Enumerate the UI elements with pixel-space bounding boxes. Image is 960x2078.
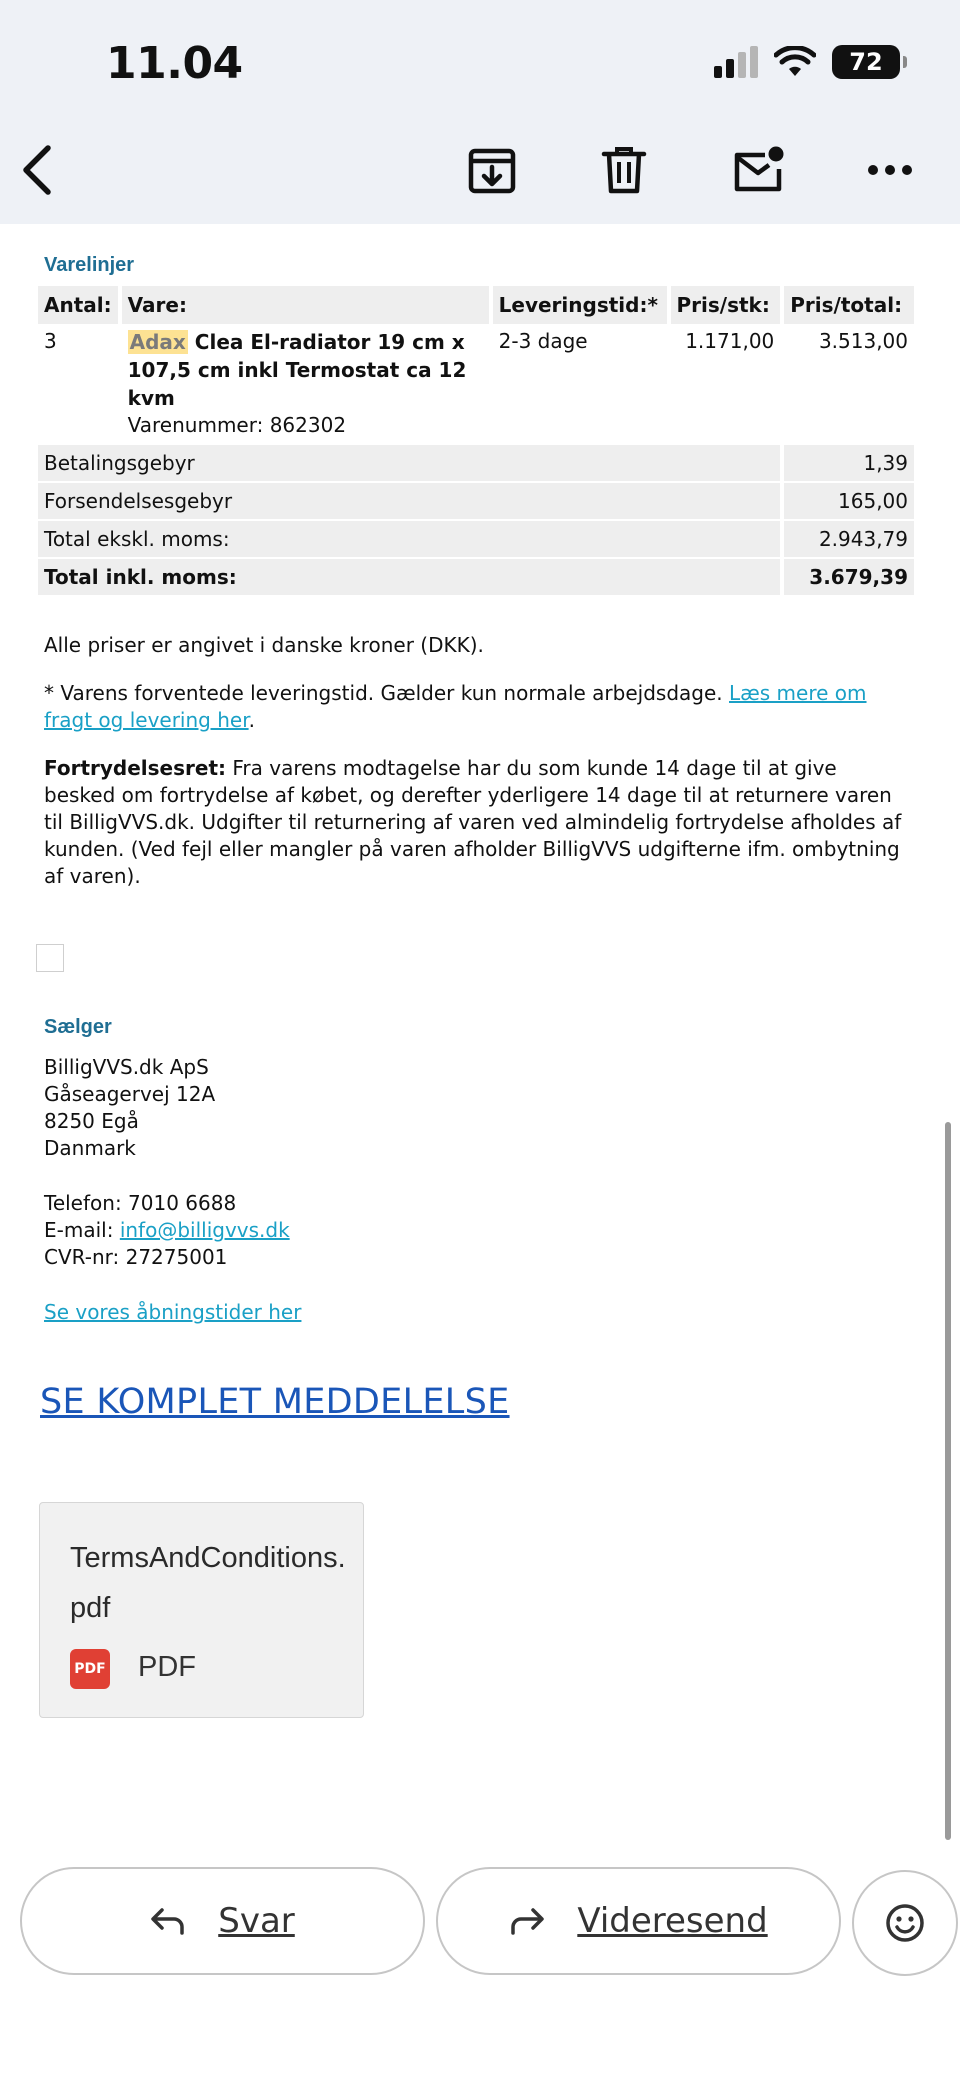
more-icon — [867, 164, 913, 176]
summary-row-total — [38, 557, 914, 595]
withdrawal-paragraph — [44, 755, 914, 890]
delivery-note-end: . — [248, 708, 255, 732]
summary-row — [38, 481, 914, 519]
archive-icon — [467, 145, 517, 195]
status-icons — [714, 44, 900, 80]
order-lines-title: Varelinjer — [44, 254, 135, 276]
table-header-row — [38, 286, 914, 324]
seller-phone: Telefon: 7010 6688 — [44, 1191, 237, 1215]
pdf-icon-label: PDF — [74, 1661, 106, 1677]
withdrawal-title: Fortrydelsesret: — [44, 756, 227, 780]
pdf-file-icon — [70, 1649, 110, 1689]
seller-address — [44, 1054, 914, 1162]
seller-country: Danmark — [44, 1136, 136, 1160]
summary-label: Forsendelsesgebyr — [38, 481, 780, 519]
summary-value: 2.943,79 — [784, 519, 914, 557]
seller-email-line — [44, 1217, 914, 1244]
see-full-message-link[interactable]: SE KOMPLET MEDDELELSE — [40, 1382, 510, 1422]
archive-button[interactable] — [460, 138, 524, 202]
reply-arrow-icon — [150, 1906, 186, 1936]
seller-company: BilligVVS.dk ApS — [44, 1055, 209, 1079]
withdrawal-text: Fra varens modtagelse har du som kunde 14 dage til at give besked om fortrydelse af købet, og derefter yderligere 14 dage til at returnere varen til BilligVVS.dk. Udgifter til returnering af varen ved almindelig fortrydelse afholdes af kunden. (Ved fejl eller mangler på varen afholder BilligVVS udgifterne ifm. ombytning af varen). — [44, 756, 902, 888]
delete-button[interactable] — [592, 138, 656, 202]
summary-value: 3.679,39 — [784, 557, 914, 595]
back-arrow-icon — [18, 142, 58, 198]
header-qty: Antal: — [38, 286, 118, 324]
opening-hours-line — [44, 1299, 914, 1326]
trash-icon — [601, 145, 647, 195]
summary-row — [38, 443, 914, 481]
top-bar — [0, 0, 960, 224]
summary-label: Betalingsgebyr — [38, 443, 780, 481]
attachment-type: PDF — [138, 1651, 196, 1683]
image-placeholder — [36, 944, 64, 972]
status-time: 11.04 — [106, 38, 243, 89]
opening-hours-link[interactable]: Se vores åbningstider her — [44, 1300, 302, 1324]
seller-street: Gåseagervej 12A — [44, 1082, 216, 1106]
cellular-signal-icon — [714, 46, 758, 78]
forward-button[interactable] — [436, 1867, 841, 1975]
mark-unread-button[interactable] — [726, 138, 790, 202]
seller-title: Sælger — [44, 1016, 112, 1038]
delivery-note — [44, 680, 914, 734]
item-total-price: 3.513,00 — [818, 329, 908, 353]
mark-unread-icon — [731, 145, 785, 195]
forward-label: Videresend — [577, 1901, 768, 1941]
item-unit-price: 1.171,00 — [685, 329, 775, 353]
header-total-price: Pris/total: — [784, 286, 914, 324]
reply-button[interactable] — [20, 1867, 425, 1975]
item-name: Clea El-radiator 19 cm x 107,5 cm inkl Termostat ca 12 kvm — [127, 330, 467, 410]
attachment-filename: TermsAndConditions.pdf — [70, 1542, 346, 1624]
email-label: E-mail: — [44, 1218, 120, 1242]
header-unit-price: Pris/stk: — [671, 286, 781, 324]
item-product — [122, 324, 489, 443]
wifi-icon — [774, 46, 816, 78]
forward-arrow-icon — [509, 1906, 545, 1936]
order-lines-table — [34, 286, 918, 595]
battery-level: 72 — [849, 48, 883, 76]
back-button[interactable] — [6, 138, 70, 202]
seller-city: 8250 Egå — [44, 1109, 139, 1133]
more-options-button[interactable] — [858, 138, 922, 202]
summary-value: 1,39 — [784, 443, 914, 481]
summary-value: 165,00 — [784, 481, 914, 519]
seller-email-link[interactable]: info@billigvvs.dk — [119, 1218, 290, 1242]
seller-cvr: CVR-nr: 27275001 — [44, 1245, 228, 1269]
emoji-reaction-button[interactable] — [852, 1870, 958, 1976]
seller-contact — [44, 1190, 914, 1271]
delivery-info-link[interactable]: Læs mere om fragt og levering her — [44, 681, 867, 732]
attachment-card[interactable] — [39, 1502, 364, 1718]
table-row — [38, 324, 914, 443]
summary-label: Total ekskl. moms: — [38, 519, 780, 557]
battery-icon — [832, 45, 900, 79]
delivery-note-text: * Varens forventede leveringstid. Gælder kun normale arbejdsdage. — [44, 681, 729, 705]
currency-note: Alle priser er angivet i danske kroner (DKK). — [44, 633, 484, 657]
header-delivery: Leveringstid:* — [493, 286, 667, 324]
item-delivery: 2-3 dage — [498, 329, 588, 353]
reply-label: Svar — [218, 1901, 295, 1941]
summary-row — [38, 519, 914, 557]
smiley-icon — [885, 1903, 925, 1943]
item-qty: 3 — [44, 329, 57, 353]
header-product: Vare: — [122, 286, 489, 324]
summary-label: Total inkl. moms: — [38, 557, 780, 595]
scrollbar[interactable] — [945, 1122, 951, 1840]
item-brand: Adax — [129, 330, 186, 354]
item-number: Varenummer: 862302 — [127, 413, 347, 437]
